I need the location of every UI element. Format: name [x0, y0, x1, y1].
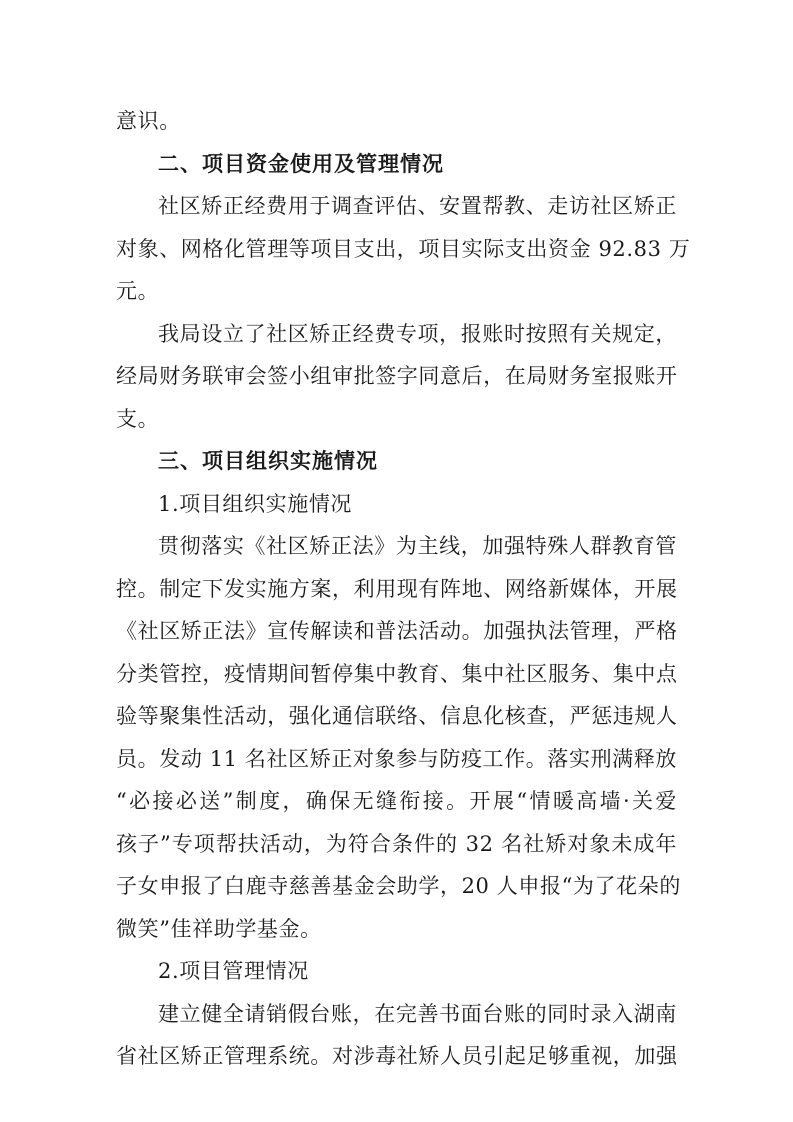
- paragraph-line: 意识。: [116, 109, 181, 133]
- section-heading-funding: 二、项目资金使用及管理情况: [158, 152, 444, 176]
- section-heading-implementation: 三、项目组织实施情况: [158, 449, 378, 473]
- paragraph-line: 贯彻落实《社区矫正法》为主线，加强特殊人群教育管: [158, 534, 677, 558]
- paragraph-line: 分类管控，疫情期间暂停集中教育、集中社区服务、集中点: [116, 662, 678, 686]
- paragraph-line: 验等聚集性活动，强化通信联络、信息化核查，严惩违规人: [116, 704, 678, 728]
- paragraph-line: 孩子”专项帮扶活动，为符合条件的 32 名社矫对象未成年: [116, 832, 677, 856]
- paragraph-line: 支。: [116, 407, 160, 431]
- paragraph-line: 元。: [116, 279, 160, 303]
- subsection-heading-management: 2.项目管理情况: [158, 959, 309, 983]
- paragraph-line: 员。发动 11 名社区矫正对象参与防疫工作。落实刑满释放: [116, 747, 677, 771]
- paragraph-line: 经局财务联审会签小组审批签字同意后，在局财务室报账开: [116, 364, 678, 388]
- paragraph-line: 对象、网格化管理等项目支出，项目实际支出资金 92.83 万: [116, 237, 691, 261]
- paragraph-line: 子女申报了白鹿寺慈善基金会助学，20 人申报“为了花朵的: [116, 874, 681, 898]
- paragraph-line: 《社区矫正法》宣传解读和普法活动。加强执法管理，严格: [116, 619, 678, 643]
- paragraph-line: “必接必送”制度，确保无缝衔接。开展“情暖高墙·关爱: [116, 789, 677, 813]
- paragraph-line: 控。制定下发实施方案，利用现有阵地、网络新媒体，开展: [116, 577, 678, 601]
- paragraph-line: 微笑”佳祥助学基金。: [116, 917, 322, 941]
- paragraph-line: 社区矫正经费用于调查评估、安置帮教、走访社区矫正: [158, 194, 677, 218]
- paragraph-line: 省社区矫正管理系统。对涉毒社矫人员引起足够重视，加强: [116, 1044, 678, 1068]
- subsection-heading-organization: 1.项目组织实施情况: [158, 492, 353, 516]
- paragraph-line: 建立健全请销假台账，在完善书面台账的同时录入湖南: [158, 1002, 677, 1026]
- paragraph-line: 我局设立了社区矫正经费专项，报账时按照有关规定，: [158, 322, 677, 346]
